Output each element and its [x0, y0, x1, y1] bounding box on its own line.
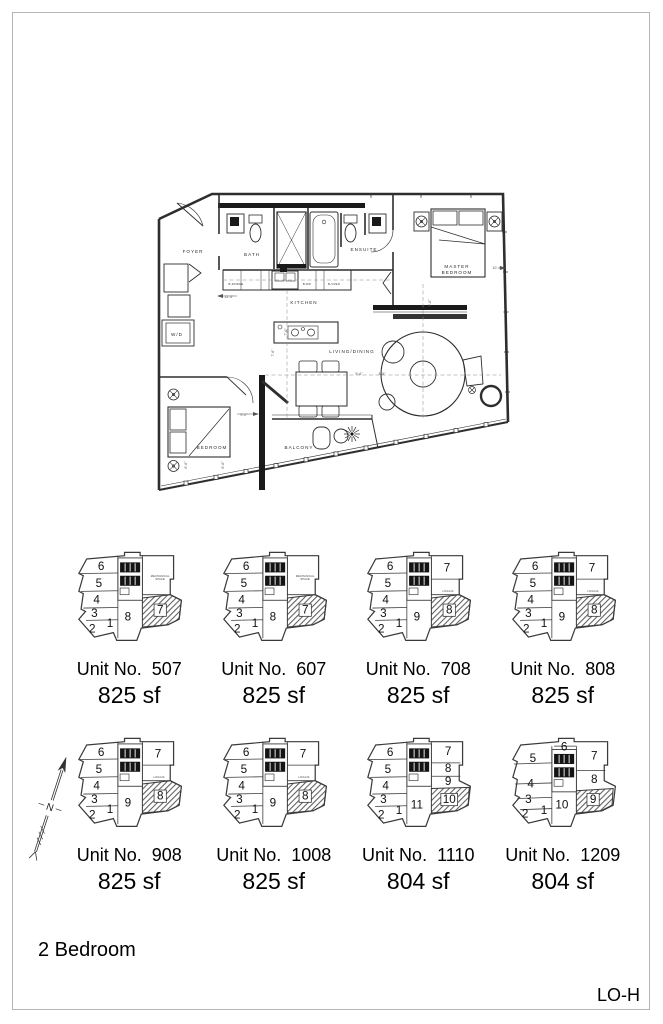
- keyplan-unit-number: 9: [413, 610, 421, 624]
- unit-number-label: Unit No. 1008: [216, 845, 332, 865]
- keyplan-unit-number: 5: [240, 762, 247, 776]
- unit-keyplan-cell-1209: [492, 735, 634, 895]
- floor-plan-label: 9'-0": [428, 299, 432, 307]
- keyplan-hatched-unit-number: 7: [157, 603, 164, 617]
- unit-area-label: 825 sf: [97, 682, 161, 708]
- keyplan-hatched-unit-number: 9: [589, 792, 597, 806]
- keyplan-note: LOGGIA: [587, 589, 599, 593]
- keyplan-hatched-unit-number: 8: [590, 603, 598, 617]
- unit-keyplan-grid: [57, 549, 635, 895]
- keyplan-unit-number: 5: [529, 576, 536, 590]
- keyplan-unit-number: 8: [124, 610, 132, 624]
- keyplan-note: MECHANICAL: [295, 574, 315, 578]
- keyplan-drawing: [360, 549, 476, 656]
- unit-number-label: Unit No. 507: [76, 659, 182, 679]
- floor-plan-label: KITCHEN: [290, 300, 318, 305]
- keyplan-note: LOGGIA: [298, 775, 310, 779]
- unit-keyplan-cell-808: [492, 549, 634, 709]
- main-floor-plan: [141, 172, 521, 517]
- keyplan-drawing: [71, 735, 187, 842]
- keyplan-unit-number: 1: [107, 617, 114, 631]
- keyplan-unit-number: 9: [558, 610, 565, 624]
- unit-area-label: 825 sf: [242, 682, 306, 708]
- keyplan-unit-number: 5: [95, 576, 103, 590]
- unit-area-label: 825 sf: [386, 682, 450, 708]
- unit-keyplan-cell-908: [58, 735, 200, 895]
- keyplan-unit-number: 1: [396, 617, 403, 631]
- keyplan-unit-number: 6: [387, 560, 394, 574]
- unit-number-label: Unit No. 607: [221, 659, 327, 679]
- keyplan-unit-number: 4: [382, 779, 390, 793]
- floor-plan-label: 9'-6": [355, 372, 363, 376]
- floor-plan-label: 6'-6": [221, 461, 225, 469]
- keyplan-unit-number: 4: [93, 779, 101, 793]
- unit-keyplan-cell-607: [203, 549, 345, 709]
- keyplan-unit-number: 5: [384, 762, 392, 776]
- floor-plan-label: 12'-5": [224, 295, 234, 299]
- plan-code-label: LO-H: [596, 985, 640, 1005]
- unit-area-label: 825 sf: [97, 868, 161, 894]
- keyplan-unit-number: 3: [235, 792, 243, 806]
- floor-plan-label: 9'-0": [240, 413, 248, 417]
- keyplan-unit-number: 8: [269, 610, 276, 624]
- keyplan-drawing: [216, 735, 332, 842]
- keyplan-unit-number: 5: [240, 576, 247, 590]
- unit-number-label: Unit No. 808: [510, 659, 616, 679]
- keyplan-unit-number: 5: [529, 751, 536, 765]
- keyplan-unit-number: 7: [443, 561, 451, 575]
- keyplan-hatched-unit-number: 10: [442, 792, 456, 806]
- keyplan-unit-number: 4: [527, 777, 534, 791]
- keyplan-unit-number: 3: [91, 792, 98, 806]
- keyplan-unit-number: 2: [378, 622, 385, 636]
- keyplan-drawing: [505, 549, 621, 656]
- floor-plan-label: BEDROOM: [196, 445, 228, 450]
- keyplan-unit-number: 1: [251, 803, 259, 817]
- keyplan-unit-number: 11: [411, 798, 424, 812]
- keyplan-unit-number: 7: [590, 749, 598, 763]
- keyplan-drawing: [505, 735, 621, 842]
- unit-number-label: Unit No. 908: [76, 845, 182, 865]
- keyplan-unit-number: 7: [154, 747, 162, 761]
- floor-plan-label: BATH: [244, 252, 260, 257]
- keyplan-hatched-unit-number: 8: [446, 603, 453, 617]
- floor-plan-label: 6'-6": [184, 461, 188, 469]
- keyplan-unit-number: 6: [98, 560, 105, 574]
- keyplan-unit-number: 3: [235, 606, 243, 620]
- floor-plan-label: ENSUITE: [350, 247, 378, 252]
- keyplan-unit-number: 7: [588, 561, 595, 575]
- unit-keyplan-cell-507: [58, 549, 200, 709]
- floor-plan-label: 3'-6": [378, 372, 386, 376]
- keyplan-unit-number: 3: [91, 606, 98, 620]
- keyplan-unit-number: 10: [555, 798, 569, 812]
- keyplan-unit-number: 2: [89, 808, 96, 822]
- keyplan-unit-number: 3: [380, 606, 387, 620]
- floor-plan-label: B-OVEN: [328, 282, 340, 286]
- keyplan-unit-number: 2: [89, 622, 96, 636]
- keyplan-unit-number: 2: [233, 808, 241, 822]
- floor-plan-label: W/D: [171, 332, 183, 337]
- unit-keyplan-cell-708: [347, 549, 489, 709]
- plan-type-label: 2 Bedroom: [38, 939, 136, 961]
- keyplan-unit-number: 6: [560, 740, 568, 754]
- unit-area-label: 825 sf: [531, 682, 595, 708]
- keyplan-unit-number: 2: [522, 622, 530, 636]
- north-label: N: [44, 801, 55, 815]
- keyplan-unit-number: 3: [524, 606, 532, 620]
- keyplan-hatched-unit-number: 8: [157, 789, 164, 803]
- keyplan-unit-number: 8: [445, 761, 452, 775]
- keyplan-unit-number: 5: [95, 762, 103, 776]
- floor-plan-label: BALCONY: [284, 445, 314, 450]
- floor-plan-label: B-FRIDGE: [228, 282, 244, 286]
- floor-plan-label: FOYER: [182, 249, 204, 254]
- keyplan-unit-number: 5: [384, 576, 392, 590]
- unit-area-label: 804 sf: [531, 868, 595, 894]
- keyplan-unit-number: 6: [387, 746, 394, 760]
- keyplan-note: LOGGIA: [442, 589, 454, 593]
- keyplan-unit-number: 6: [98, 746, 105, 760]
- keyplan-unit-number: 9: [269, 796, 276, 810]
- unit-number-label: Unit No. 708: [365, 659, 471, 679]
- keyplan-unit-number: 1: [396, 804, 403, 818]
- keyplan-unit-number: 9: [445, 775, 452, 789]
- keyplan-unit-number: 4: [382, 593, 390, 607]
- floor-plan-label: 7'-6": [271, 349, 275, 357]
- keyplan-unit-number: 2: [378, 808, 385, 822]
- keyplan-unit-number: 6: [242, 746, 250, 760]
- keyplan-drawing: [360, 735, 476, 842]
- floor-plan-label: B-DW: [302, 282, 312, 286]
- keyplan-note: SPACE: [300, 578, 310, 582]
- keyplan-unit-number: 2: [521, 807, 529, 821]
- keyplan-unit-number: 3: [380, 792, 387, 806]
- floor-plan-label: MASTER: [444, 264, 470, 269]
- keyplan-unit-number: 1: [540, 804, 548, 818]
- floor-plan-label: 10'-4": [492, 266, 502, 270]
- unit-number-label: Unit No. 1110: [362, 845, 475, 865]
- unit-number-label: Unit No. 1209: [505, 845, 621, 865]
- keyplan-unit-number: 6: [531, 560, 539, 574]
- keyplan-note: SPACE: [155, 578, 166, 582]
- keyplan-unit-number: 2: [233, 622, 241, 636]
- keyplan-unit-number: 9: [124, 796, 132, 810]
- keyplan-unit-number: 4: [238, 593, 245, 607]
- keyplan-hatched-unit-number: 8: [301, 789, 309, 803]
- keyplan-note: LOGGIA: [153, 775, 165, 779]
- floor-plan-label: 7'-0": [284, 328, 288, 336]
- keyplan-hatched-unit-number: 7: [301, 603, 309, 617]
- keyplan-unit-number: 4: [93, 593, 101, 607]
- keyplan-unit-number: 8: [590, 772, 598, 786]
- floor-plan-label: LIVING/DINING: [329, 349, 375, 354]
- keyplan-unit-number: 3: [524, 792, 532, 806]
- unit-keyplan-cell-1008: [203, 735, 345, 895]
- keyplan-unit-number: 4: [527, 593, 534, 607]
- unit-keyplan-cell-1110: [347, 735, 489, 895]
- keyplan-drawing: [71, 549, 187, 656]
- keyplan-unit-number: 1: [107, 803, 114, 817]
- keyplan-drawing: [216, 549, 332, 656]
- unit-area-label: 825 sf: [242, 868, 306, 894]
- keyplan-note: MECHANICAL: [150, 574, 170, 578]
- unit-area-label: 804 sf: [386, 868, 450, 894]
- floor-plan-label: BEDROOM: [441, 270, 473, 275]
- keyplan-unit-number: 1: [540, 617, 548, 631]
- keyplan-unit-number: 4: [238, 779, 245, 793]
- keyplan-unit-number: 7: [445, 745, 452, 759]
- keyplan-unit-number: 6: [242, 560, 250, 574]
- keyplan-unit-number: 7: [299, 747, 306, 761]
- keyplan-unit-number: 1: [251, 617, 259, 631]
